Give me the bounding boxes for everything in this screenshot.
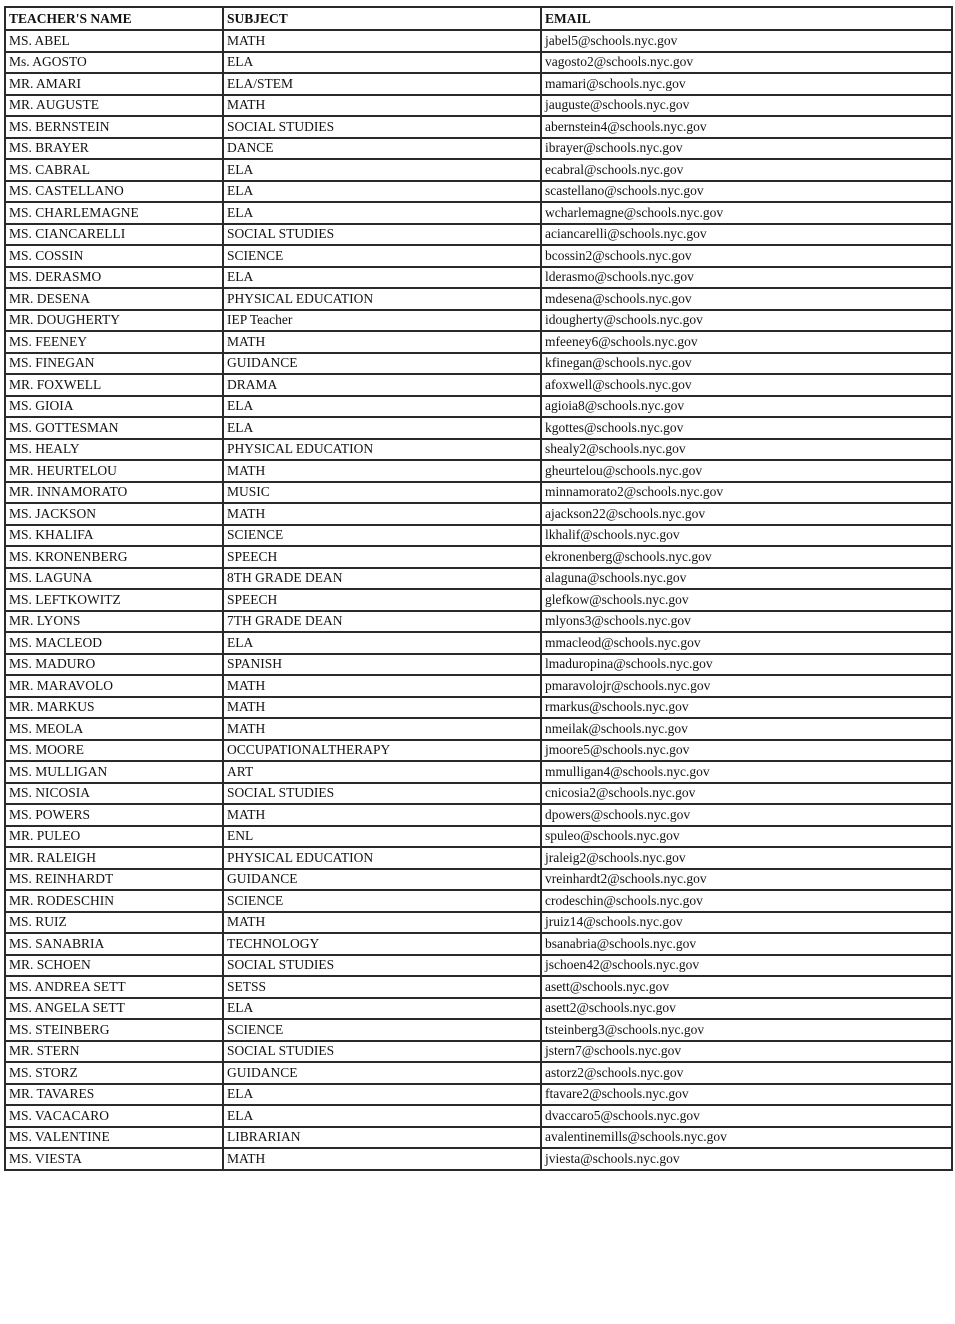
table-row — [5, 546, 952, 568]
table-row — [5, 632, 952, 654]
teacher-name-cell: MR. FOXWELL — [5, 374, 223, 396]
table-row — [5, 353, 952, 375]
teacher-name-cell: MS. JACKSON — [5, 503, 223, 525]
table-row — [5, 73, 952, 95]
email-cell: abernstein4@schools.nyc.gov — [541, 116, 952, 138]
subject-cell: SCIENCE — [223, 245, 541, 267]
email-cell: spuleo@schools.nyc.gov — [541, 826, 952, 848]
subject-cell: SOCIAL STUDIES — [223, 224, 541, 246]
subject-cell: SCIENCE — [223, 1019, 541, 1041]
email-cell: vreinhardt2@schools.nyc.gov — [541, 869, 952, 891]
table-row — [5, 224, 952, 246]
teacher-name-cell: MR. INNAMORATO — [5, 482, 223, 504]
email-cell: ecabral@schools.nyc.gov — [541, 159, 952, 181]
table-row — [5, 933, 952, 955]
table-row — [5, 955, 952, 977]
table-row — [5, 1062, 952, 1084]
table-row — [5, 675, 952, 697]
teacher-name-cell: MS. NICOSIA — [5, 783, 223, 805]
email-cell: bsanabria@schools.nyc.gov — [541, 933, 952, 955]
table-row — [5, 976, 952, 998]
email-cell: jraleig2@schools.nyc.gov — [541, 847, 952, 869]
subject-cell: MATH — [223, 1148, 541, 1170]
email-cell: shealy2@schools.nyc.gov — [541, 439, 952, 461]
teacher-name-cell: MR. TAVARES — [5, 1084, 223, 1106]
subject-cell: ELA — [223, 998, 541, 1020]
table-row — [5, 697, 952, 719]
teacher-name-cell: MS. VACACARO — [5, 1105, 223, 1127]
teacher-name-cell: MS. GIOIA — [5, 396, 223, 418]
email-cell: avalentinemills@schools.nyc.gov — [541, 1127, 952, 1149]
teacher-name-cell: MR. AMARI — [5, 73, 223, 95]
subject-cell: DRAMA — [223, 374, 541, 396]
subject-cell: MATH — [223, 675, 541, 697]
teacher-name-cell: MS. CHARLEMAGNE — [5, 202, 223, 224]
email-cell: wcharlemagne@schools.nyc.gov — [541, 202, 952, 224]
table-row — [5, 740, 952, 762]
subject-cell: ELA — [223, 267, 541, 289]
subject-cell: ELA — [223, 52, 541, 74]
email-cell: gheurtelou@schools.nyc.gov — [541, 460, 952, 482]
table-row — [5, 761, 952, 783]
email-cell: ajackson22@schools.nyc.gov — [541, 503, 952, 525]
subject-cell: ELA/STEM — [223, 73, 541, 95]
subject-cell: PHYSICAL EDUCATION — [223, 439, 541, 461]
teacher-name-cell: MS. SANABRIA — [5, 933, 223, 955]
table-row — [5, 138, 952, 160]
subject-cell: ELA — [223, 202, 541, 224]
email-cell: afoxwell@schools.nyc.gov — [541, 374, 952, 396]
email-cell: mdesena@schools.nyc.gov — [541, 288, 952, 310]
subject-cell: GUIDANCE — [223, 353, 541, 375]
subject-cell: MATH — [223, 460, 541, 482]
email-cell: mamari@schools.nyc.gov — [541, 73, 952, 95]
teacher-name-cell: MS. ANDREA SETT — [5, 976, 223, 998]
teacher-name-cell: MS. LAGUNA — [5, 568, 223, 590]
email-cell: glefkow@schools.nyc.gov — [541, 589, 952, 611]
table-row — [5, 331, 952, 353]
header-teacher-name: TEACHER'S NAME — [5, 7, 223, 30]
table-row — [5, 396, 952, 418]
teacher-name-cell: MR. HEURTELOU — [5, 460, 223, 482]
subject-cell: LIBRARIAN — [223, 1127, 541, 1149]
email-cell: dvaccaro5@schools.nyc.gov — [541, 1105, 952, 1127]
table-row — [5, 1019, 952, 1041]
table-row — [5, 482, 952, 504]
teacher-name-cell: MR. DOUGHERTY — [5, 310, 223, 332]
teacher-name-cell: MS. CIANCARELLI — [5, 224, 223, 246]
email-cell: crodeschin@schools.nyc.gov — [541, 890, 952, 912]
email-cell: asett@schools.nyc.gov — [541, 976, 952, 998]
email-cell: jmoore5@schools.nyc.gov — [541, 740, 952, 762]
subject-cell: 7TH GRADE DEAN — [223, 611, 541, 633]
table-row — [5, 503, 952, 525]
header-email: EMAIL — [541, 7, 952, 30]
email-cell: ftavare2@schools.nyc.gov — [541, 1084, 952, 1106]
subject-cell: MATH — [223, 30, 541, 52]
teacher-name-cell: MS. RUIZ — [5, 912, 223, 934]
email-cell: jauguste@schools.nyc.gov — [541, 95, 952, 117]
table-row — [5, 804, 952, 826]
email-cell: rmarkus@schools.nyc.gov — [541, 697, 952, 719]
email-cell: jviesta@schools.nyc.gov — [541, 1148, 952, 1170]
subject-cell: SCIENCE — [223, 525, 541, 547]
subject-cell: SCIENCE — [223, 890, 541, 912]
teacher-name-cell: MS. FINEGAN — [5, 353, 223, 375]
teacher-name-cell: MR. RODESCHIN — [5, 890, 223, 912]
teacher-directory-table — [4, 6, 953, 1171]
subject-cell: SPANISH — [223, 654, 541, 676]
subject-cell: MATH — [223, 331, 541, 353]
teacher-name-cell: MS. STEINBERG — [5, 1019, 223, 1041]
table-row — [5, 525, 952, 547]
table-row — [5, 181, 952, 203]
email-cell: kgottes@schools.nyc.gov — [541, 417, 952, 439]
table-row — [5, 159, 952, 181]
teacher-name-cell: MR. MARKUS — [5, 697, 223, 719]
table-row — [5, 718, 952, 740]
subject-cell: ENL — [223, 826, 541, 848]
table-row — [5, 374, 952, 396]
teacher-name-cell: MR. MARAVOLO — [5, 675, 223, 697]
subject-cell: PHYSICAL EDUCATION — [223, 847, 541, 869]
table-body — [5, 30, 952, 1170]
table-row — [5, 589, 952, 611]
table-row — [5, 1148, 952, 1170]
subject-cell: 8TH GRADE DEAN — [223, 568, 541, 590]
subject-cell: SOCIAL STUDIES — [223, 955, 541, 977]
email-cell: lkhalif@schools.nyc.gov — [541, 525, 952, 547]
email-cell: vagosto2@schools.nyc.gov — [541, 52, 952, 74]
teacher-name-cell: MS. MEOLA — [5, 718, 223, 740]
subject-cell: GUIDANCE — [223, 869, 541, 891]
table-row — [5, 52, 952, 74]
teacher-name-cell: MS. KHALIFA — [5, 525, 223, 547]
subject-cell: ELA — [223, 417, 541, 439]
subject-cell: SOCIAL STUDIES — [223, 116, 541, 138]
subject-cell: SETSS — [223, 976, 541, 998]
email-cell: jabel5@schools.nyc.gov — [541, 30, 952, 52]
subject-cell: PHYSICAL EDUCATION — [223, 288, 541, 310]
teacher-name-cell: MS. FEENEY — [5, 331, 223, 353]
email-cell: nmeilak@schools.nyc.gov — [541, 718, 952, 740]
teacher-name-cell: MR. AUGUSTE — [5, 95, 223, 117]
teacher-name-cell: MS. COSSIN — [5, 245, 223, 267]
subject-cell: ELA — [223, 181, 541, 203]
subject-cell: SPEECH — [223, 589, 541, 611]
subject-cell: MATH — [223, 697, 541, 719]
teacher-name-cell: MR. DESENA — [5, 288, 223, 310]
table-row — [5, 310, 952, 332]
table-row — [5, 202, 952, 224]
teacher-name-cell: MR. PULEO — [5, 826, 223, 848]
teacher-name-cell: MS. BERNSTEIN — [5, 116, 223, 138]
subject-cell: MATH — [223, 95, 541, 117]
email-cell: jruiz14@schools.nyc.gov — [541, 912, 952, 934]
teacher-name-cell: MS. STORZ — [5, 1062, 223, 1084]
teacher-name-cell: MS. MADURO — [5, 654, 223, 676]
email-cell: agioia8@schools.nyc.gov — [541, 396, 952, 418]
email-cell: ibrayer@schools.nyc.gov — [541, 138, 952, 160]
table-row — [5, 783, 952, 805]
teacher-name-cell: MS. LEFTKOWITZ — [5, 589, 223, 611]
subject-cell: GUIDANCE — [223, 1062, 541, 1084]
subject-cell: MATH — [223, 503, 541, 525]
teacher-name-cell: MS. GOTTESMAN — [5, 417, 223, 439]
email-cell: jstern7@schools.nyc.gov — [541, 1041, 952, 1063]
table-row — [5, 460, 952, 482]
email-cell: mfeeney6@schools.nyc.gov — [541, 331, 952, 353]
subject-cell: SOCIAL STUDIES — [223, 783, 541, 805]
email-cell: jschoen42@schools.nyc.gov — [541, 955, 952, 977]
subject-cell: MATH — [223, 804, 541, 826]
teacher-name-cell: MS. DERASMO — [5, 267, 223, 289]
teacher-name-cell: MS. MACLEOD — [5, 632, 223, 654]
subject-cell: SOCIAL STUDIES — [223, 1041, 541, 1063]
teacher-name-cell: MS. CABRAL — [5, 159, 223, 181]
subject-cell: TECHNOLOGY — [223, 933, 541, 955]
table-row — [5, 245, 952, 267]
table-row — [5, 95, 952, 117]
teacher-name-cell: MS. MOORE — [5, 740, 223, 762]
table-row — [5, 998, 952, 1020]
email-cell: lmaduropina@schools.nyc.gov — [541, 654, 952, 676]
teacher-name-cell: MS. HEALY — [5, 439, 223, 461]
header-row — [5, 7, 952, 30]
teacher-name-cell: MS. MULLIGAN — [5, 761, 223, 783]
email-cell: pmaravolojr@schools.nyc.gov — [541, 675, 952, 697]
email-cell: tsteinberg3@schools.nyc.gov — [541, 1019, 952, 1041]
email-cell: aciancarelli@schools.nyc.gov — [541, 224, 952, 246]
subject-cell: IEP Teacher — [223, 310, 541, 332]
table-row — [5, 912, 952, 934]
subject-cell: ELA — [223, 159, 541, 181]
table-row — [5, 869, 952, 891]
teacher-name-cell: MR. RALEIGH — [5, 847, 223, 869]
table-row — [5, 288, 952, 310]
table-row — [5, 417, 952, 439]
subject-cell: ELA — [223, 1084, 541, 1106]
email-cell: idougherty@schools.nyc.gov — [541, 310, 952, 332]
table-row — [5, 1127, 952, 1149]
teacher-name-cell: MS. ABEL — [5, 30, 223, 52]
teacher-name-cell: MS. VIESTA — [5, 1148, 223, 1170]
email-cell: scastellano@schools.nyc.gov — [541, 181, 952, 203]
table-row — [5, 30, 952, 52]
email-cell: asett2@schools.nyc.gov — [541, 998, 952, 1020]
email-cell: dpowers@schools.nyc.gov — [541, 804, 952, 826]
table-row — [5, 654, 952, 676]
teacher-name-cell: MR. SCHOEN — [5, 955, 223, 977]
subject-cell: ELA — [223, 396, 541, 418]
table-row — [5, 1105, 952, 1127]
table-row — [5, 611, 952, 633]
table-row — [5, 890, 952, 912]
table-row — [5, 267, 952, 289]
subject-cell: ELA — [223, 1105, 541, 1127]
teacher-name-cell: MR. STERN — [5, 1041, 223, 1063]
email-cell: mmacleod@schools.nyc.gov — [541, 632, 952, 654]
teacher-name-cell: MS. POWERS — [5, 804, 223, 826]
teacher-name-cell: MS. REINHARDT — [5, 869, 223, 891]
subject-cell: DANCE — [223, 138, 541, 160]
email-cell: astorz2@schools.nyc.gov — [541, 1062, 952, 1084]
header-subject: SUBJECT — [223, 7, 541, 30]
email-cell: bcossin2@schools.nyc.gov — [541, 245, 952, 267]
table-row — [5, 439, 952, 461]
email-cell: ekronenberg@schools.nyc.gov — [541, 546, 952, 568]
subject-cell: MUSIC — [223, 482, 541, 504]
teacher-name-cell: MS. KRONENBERG — [5, 546, 223, 568]
email-cell: minnamorato2@schools.nyc.gov — [541, 482, 952, 504]
teacher-name-cell: MS. BRAYER — [5, 138, 223, 160]
teacher-name-cell: MS. CASTELLANO — [5, 181, 223, 203]
email-cell: lderasmo@schools.nyc.gov — [541, 267, 952, 289]
subject-cell: ELA — [223, 632, 541, 654]
table-row — [5, 847, 952, 869]
table-row — [5, 568, 952, 590]
subject-cell: MATH — [223, 718, 541, 740]
email-cell: mlyons3@schools.nyc.gov — [541, 611, 952, 633]
email-cell: kfinegan@schools.nyc.gov — [541, 353, 952, 375]
teacher-name-cell: MS. ANGELA SETT — [5, 998, 223, 1020]
subject-cell: SPEECH — [223, 546, 541, 568]
table-row — [5, 826, 952, 848]
teacher-name-cell: Ms. AGOSTO — [5, 52, 223, 74]
table-row — [5, 1041, 952, 1063]
table-row — [5, 1084, 952, 1106]
table-row — [5, 116, 952, 138]
subject-cell: ART — [223, 761, 541, 783]
teacher-name-cell: MR. LYONS — [5, 611, 223, 633]
email-cell: alaguna@schools.nyc.gov — [541, 568, 952, 590]
email-cell: cnicosia2@schools.nyc.gov — [541, 783, 952, 805]
email-cell: mmulligan4@schools.nyc.gov — [541, 761, 952, 783]
teacher-name-cell: MS. VALENTINE — [5, 1127, 223, 1149]
subject-cell: OCCUPATIONALTHERAPY — [223, 740, 541, 762]
table-header — [5, 7, 952, 30]
subject-cell: MATH — [223, 912, 541, 934]
